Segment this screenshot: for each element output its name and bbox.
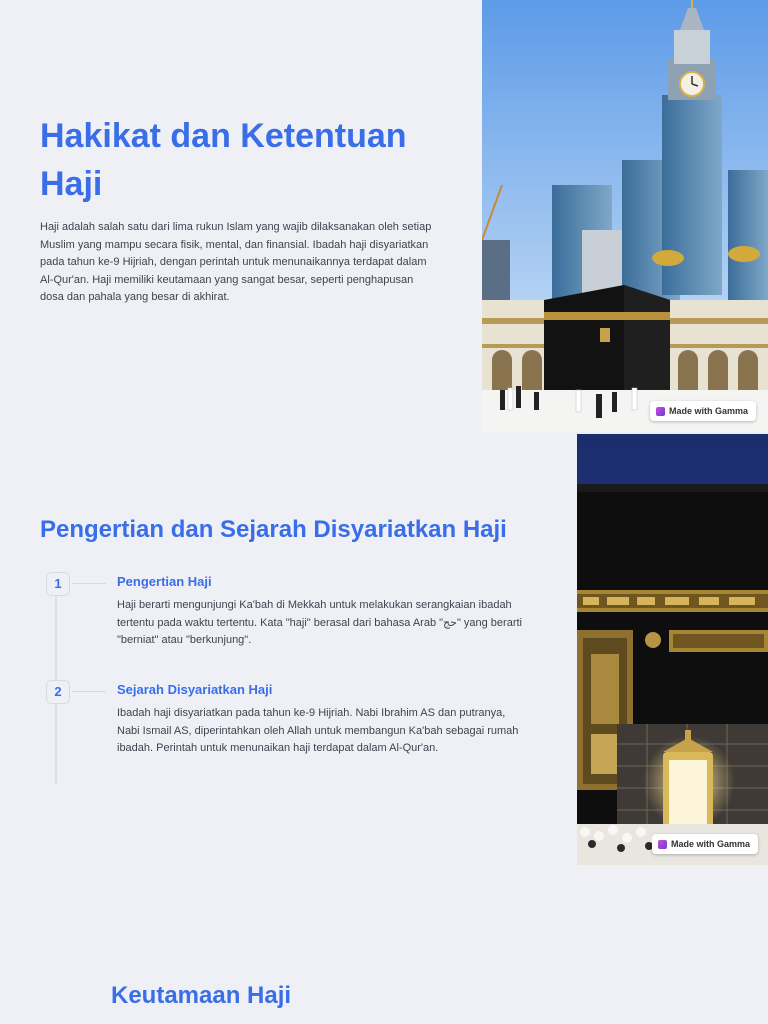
step-desc-sejarah: Ibadah haji disyariatkan pada tahun ke-9 Hijriah. Nabi Ibrahim AS dan putranya, Nabi Ismail AS, diperintahkan oleh Allah untuk membangun Ka'bah sebagai rumah ibadah. Perintah untuk menunaikan haji terdapat dalam Al-Qur'an. — [117, 707, 519, 755]
step-number-2: 2 — [46, 680, 70, 704]
badge-label: Made with Gamma — [670, 839, 750, 849]
slide2-title: Pengertian dan Sejarah Disyariatkan Haji — [40, 516, 507, 543]
slide3-title: Keutamaan Haji — [111, 982, 292, 1009]
step-connector — [72, 691, 106, 692]
slide1-title: Hakikat dan Ketentuan Haji — [40, 117, 407, 203]
step-desc-pengertian: Haji berarti mengunjungi Ka'bah di Mekkah untuk melakukan serangkaian ibadah tertentu pada waktu tertentu. Kata "haji" berasal dari bahasa Arab "حج" yang berarti "berniat" atau "berkunjung". — [117, 599, 522, 647]
gamma-logo-icon — [656, 407, 665, 416]
slide-pengertian — [0, 432, 768, 866]
step-number-1: 1 — [46, 572, 70, 596]
gamma-logo-icon — [658, 840, 667, 849]
slide-hakikat — [0, 0, 768, 432]
made-with-gamma-badge[interactable] — [652, 834, 758, 854]
step-title-sejarah: Sejarah Disyariatkan Haji — [117, 682, 273, 697]
slide1-body: Haji adalah salah satu dari lima rukun Islam yang wajib dilaksanakan oleh setiap Muslim yang mampu secara fisik, mental, dan finansial. Ibadah haji disyariatkan pada tahun ke-9 Hijriah, dengan perintah untuk menunaikannya terdapat dalam Al-Qur'an. Haji memiliki keutamaan yang sangat besar, seperti penghapusan dosa dan pahala yang besar di akhirat. — [40, 221, 432, 304]
mecca-clock-tower-photo — [482, 0, 768, 432]
step-connector — [72, 583, 106, 584]
kaaba-closeup-photo — [577, 434, 768, 865]
badge-label: Made with Gamma — [668, 406, 748, 416]
step-title-pengertian: Pengertian Haji — [117, 574, 212, 589]
made-with-gamma-badge[interactable] — [650, 401, 756, 421]
slide-keutamaan — [0, 866, 768, 1024]
